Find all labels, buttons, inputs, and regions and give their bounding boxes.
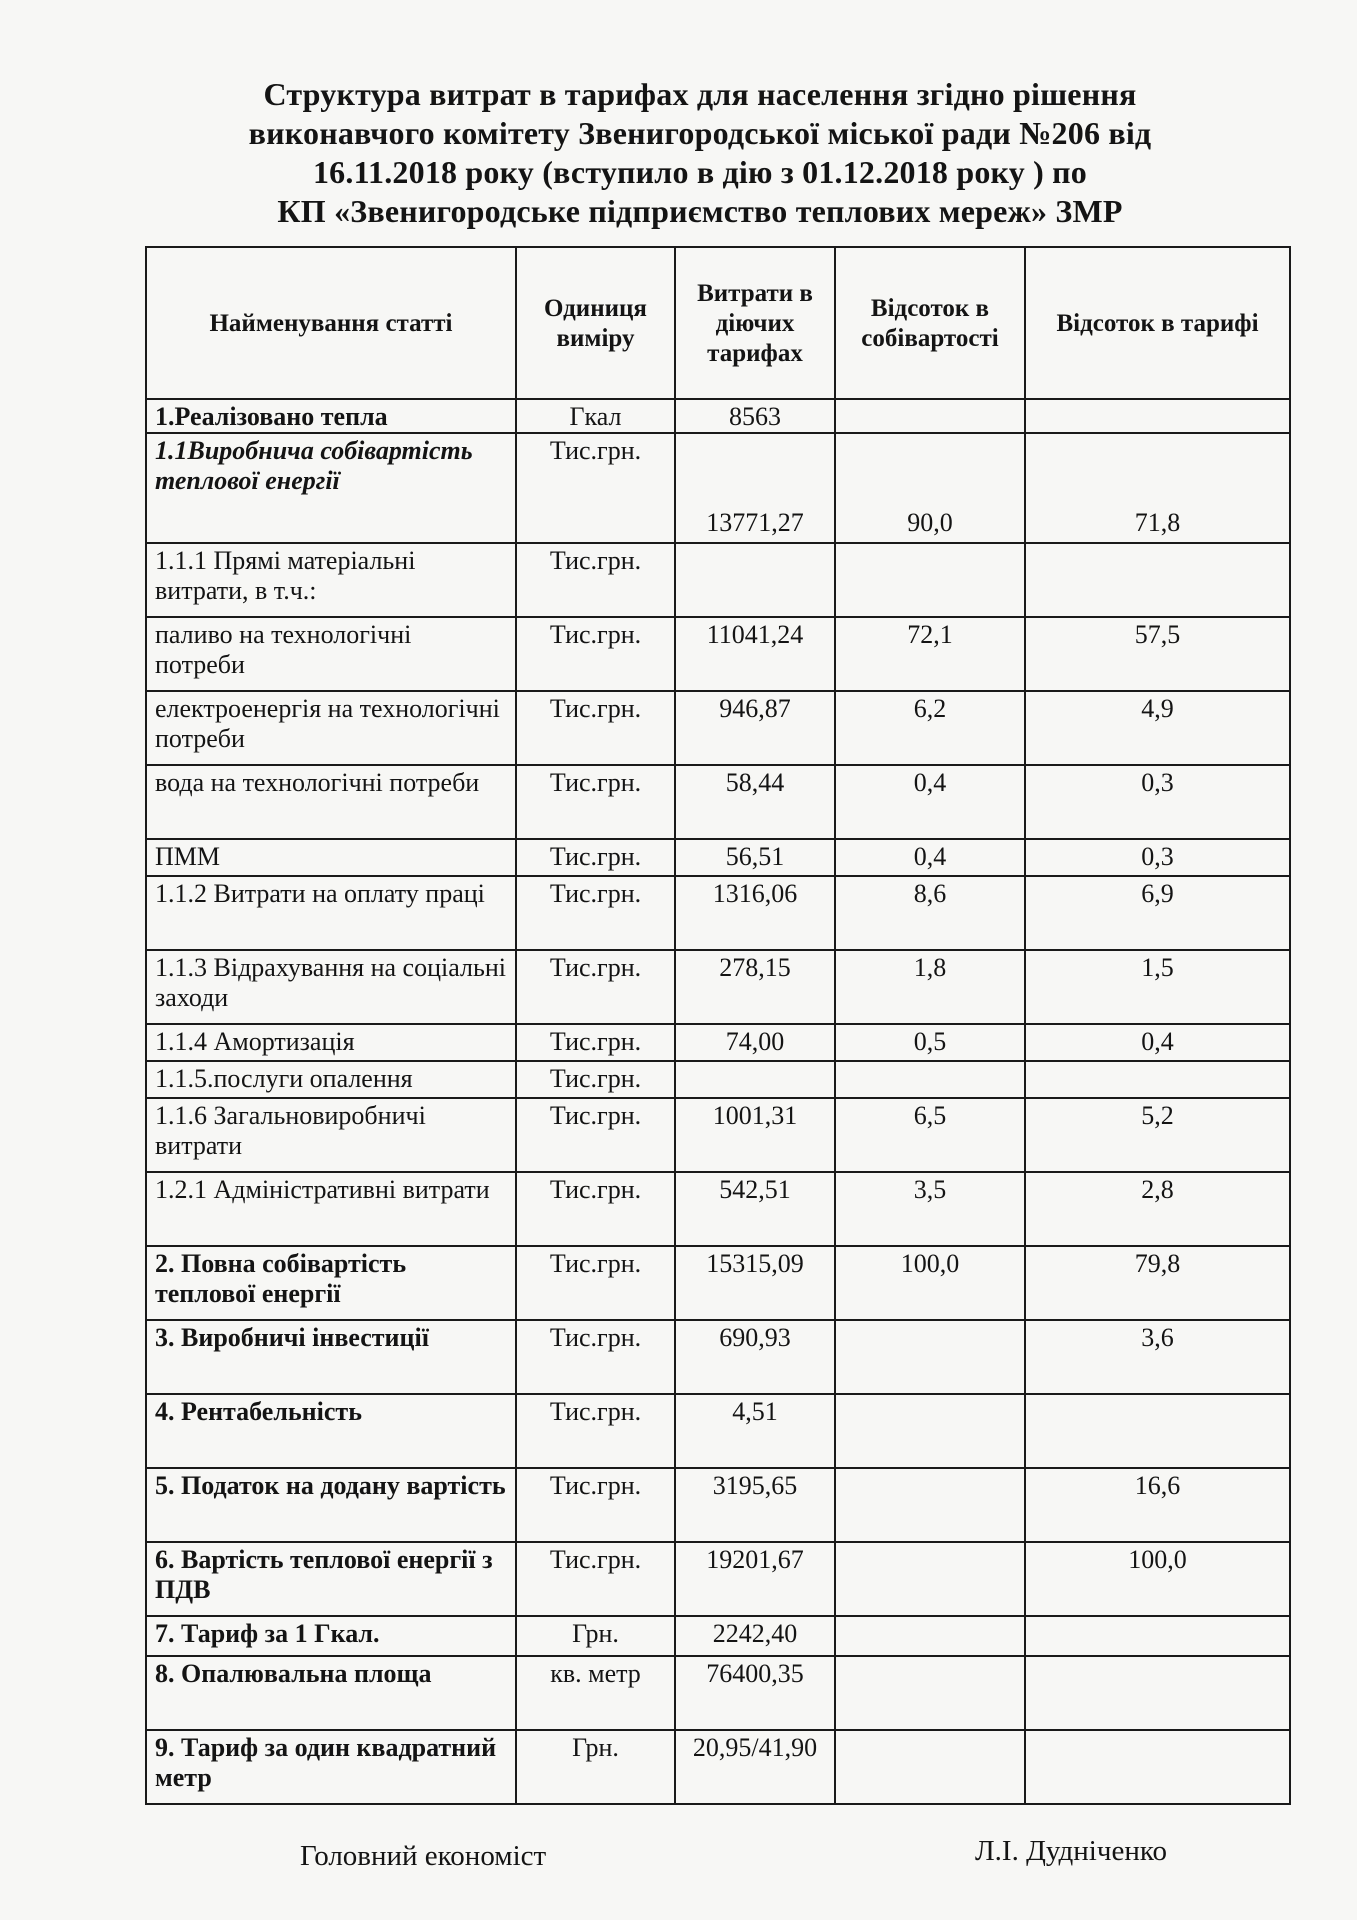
cell-unit: Тис.грн. — [516, 950, 675, 1024]
cell-name: 2. Повна собівартість теплової енергії — [146, 1246, 516, 1320]
table-row — [146, 1542, 1290, 1616]
table-row — [146, 765, 1290, 839]
cell-pct-tariff: 5,2 — [1025, 1098, 1290, 1172]
cell-unit: Тис.грн. — [516, 433, 675, 543]
cell-pct-tariff — [1025, 1616, 1290, 1656]
cell-pct-cost — [835, 1730, 1025, 1804]
cell-pct-cost — [835, 1061, 1025, 1098]
table-row — [146, 617, 1290, 691]
cell-name: 1.1.1 Прямі матеріальні витрати, в т.ч.: — [146, 543, 516, 617]
cell-cost: 58,44 — [675, 765, 835, 839]
cell-pct-cost: 0,4 — [835, 839, 1025, 876]
document-title — [150, 75, 1250, 231]
cell-pct-cost — [835, 1616, 1025, 1656]
cell-cost — [675, 543, 835, 617]
cell-cost: 20,95/41,90 — [675, 1730, 835, 1804]
cell-name: 1.1.4 Амортизація — [146, 1024, 516, 1061]
header-pct-cost: Відсоток в собівартості — [835, 247, 1025, 399]
cell-pct-tariff: 71,8 — [1025, 433, 1290, 543]
cell-name: 1.Реалізовано тепла — [146, 399, 516, 433]
table-row — [146, 543, 1290, 617]
cell-pct-cost — [835, 1542, 1025, 1616]
cell-name: 4. Рентабельність — [146, 1394, 516, 1468]
table-row — [146, 1172, 1290, 1246]
cell-pct-tariff: 1,5 — [1025, 950, 1290, 1024]
table-row — [146, 950, 1290, 1024]
cell-unit: Тис.грн. — [516, 1246, 675, 1320]
cell-unit: Грн. — [516, 1616, 675, 1656]
cell-unit: Тис.грн. — [516, 876, 675, 950]
cell-name: 3. Виробничі інвестиції — [146, 1320, 516, 1394]
cell-pct-tariff: 16,6 — [1025, 1468, 1290, 1542]
cell-pct-tariff: 3,6 — [1025, 1320, 1290, 1394]
cell-name: 1.1Виробнича собівартість теплової енергії — [146, 433, 516, 543]
cell-pct-tariff: 2,8 — [1025, 1172, 1290, 1246]
cell-pct-tariff: 0,4 — [1025, 1024, 1290, 1061]
cell-name: електроенергія на технологічні потреби — [146, 691, 516, 765]
cell-unit: Тис.грн. — [516, 1468, 675, 1542]
cell-pct-tariff — [1025, 1730, 1290, 1804]
cell-cost: 15315,09 — [675, 1246, 835, 1320]
title-line-2: виконавчого комітету Звенигородської міської ради №206 від — [248, 115, 1152, 151]
signatory-name: Л.І. Дудніченко — [975, 1835, 1167, 1867]
cell-cost: 278,15 — [675, 950, 835, 1024]
cell-pct-tariff — [1025, 399, 1290, 433]
cell-pct-cost: 0,4 — [835, 765, 1025, 839]
cell-pct-tariff: 79,8 — [1025, 1246, 1290, 1320]
cell-pct-cost — [835, 1468, 1025, 1542]
cell-pct-tariff: 4,9 — [1025, 691, 1290, 765]
header-pct-tariff: Відсоток в тарифі — [1025, 247, 1290, 399]
cell-name: 1.1.6 Загальновиробничі витрати — [146, 1098, 516, 1172]
cell-name: 7. Тариф за 1 Гкал. — [146, 1616, 516, 1656]
cell-pct-tariff: 57,5 — [1025, 617, 1290, 691]
cell-cost: 690,93 — [675, 1320, 835, 1394]
cell-cost: 74,00 — [675, 1024, 835, 1061]
cell-cost: 1001,31 — [675, 1098, 835, 1172]
cell-pct-cost: 100,0 — [835, 1246, 1025, 1320]
cell-pct-cost: 1,8 — [835, 950, 1025, 1024]
cell-name: паливо на технологічні потреби — [146, 617, 516, 691]
cell-unit: Тис.грн. — [516, 543, 675, 617]
cell-pct-cost — [835, 1320, 1025, 1394]
table-row — [146, 1098, 1290, 1172]
cell-unit: Тис.грн. — [516, 617, 675, 691]
cell-name: ПММ — [146, 839, 516, 876]
cell-name: 1.1.2 Витрати на оплату праці — [146, 876, 516, 950]
cell-unit: Гкал — [516, 399, 675, 433]
table-row — [146, 433, 1290, 543]
cell-pct-cost — [835, 1394, 1025, 1468]
cell-unit: Грн. — [516, 1730, 675, 1804]
cell-pct-tariff — [1025, 1061, 1290, 1098]
cell-cost: 1316,06 — [675, 876, 835, 950]
table-row — [146, 1394, 1290, 1468]
cell-name: 1.2.1 Адміністративні витрати — [146, 1172, 516, 1246]
cell-pct-tariff: 0,3 — [1025, 839, 1290, 876]
cell-name: 1.1.5.послуги опалення — [146, 1061, 516, 1098]
cell-unit: Тис.грн. — [516, 691, 675, 765]
table-row — [146, 1468, 1290, 1542]
cell-pct-cost: 90,0 — [835, 433, 1025, 543]
cell-cost: 3195,65 — [675, 1468, 835, 1542]
cell-unit: Тис.грн. — [516, 1394, 675, 1468]
cell-unit: Тис.грн. — [516, 1061, 675, 1098]
cell-unit: Тис.грн. — [516, 765, 675, 839]
header-cost: Витрати в діючих тарифах — [675, 247, 835, 399]
title-line-3: 16.11.2018 року (вступило в дію з 01.12.2018 року ) по — [312, 154, 1088, 190]
cell-cost: 19201,67 — [675, 1542, 835, 1616]
cell-pct-cost: 6,5 — [835, 1098, 1025, 1172]
table-row — [146, 1730, 1290, 1804]
cell-cost: 946,87 — [675, 691, 835, 765]
cell-pct-cost — [835, 543, 1025, 617]
cell-pct-cost: 8,6 — [835, 876, 1025, 950]
cell-pct-tariff — [1025, 543, 1290, 617]
cell-cost: 542,51 — [675, 1172, 835, 1246]
cell-pct-cost — [835, 1656, 1025, 1730]
cell-pct-cost: 6,2 — [835, 691, 1025, 765]
title-line-1: Структура витрат в тарифах для населення згідно рішення — [263, 76, 1137, 112]
cell-name: вода на технологічні потреби — [146, 765, 516, 839]
table-row — [146, 1246, 1290, 1320]
table-row — [146, 876, 1290, 950]
cell-cost: 76400,35 — [675, 1656, 835, 1730]
cell-cost: 2242,40 — [675, 1616, 835, 1656]
cell-unit: Тис.грн. — [516, 1024, 675, 1061]
cell-name: 1.1.3 Відрахування на соціальні заходи — [146, 950, 516, 1024]
cell-pct-cost: 72,1 — [835, 617, 1025, 691]
table-row — [146, 839, 1290, 876]
table-row — [146, 691, 1290, 765]
cell-pct-cost: 3,5 — [835, 1172, 1025, 1246]
cell-unit: Тис.грн. — [516, 839, 675, 876]
title-line-4: КП «Звенигородське підприємство теплових мереж» ЗМР — [277, 193, 1123, 229]
cell-pct-tariff — [1025, 1656, 1290, 1730]
table-row — [146, 1616, 1290, 1656]
cell-cost: 13771,27 — [675, 433, 835, 543]
cell-cost: 4,51 — [675, 1394, 835, 1468]
cell-pct-tariff — [1025, 1394, 1290, 1468]
cell-name: 6. Вартість теплової енергії з ПДВ — [146, 1542, 516, 1616]
table-row — [146, 399, 1290, 433]
cell-cost — [675, 1061, 835, 1098]
table-row — [146, 1024, 1290, 1061]
cell-name: 8. Опалювальна площа — [146, 1656, 516, 1730]
cell-pct-cost: 0,5 — [835, 1024, 1025, 1061]
signatory-position: Головний економіст — [300, 1840, 547, 1872]
header-name: Найменування статті — [146, 247, 516, 399]
cell-pct-cost — [835, 399, 1025, 433]
cell-name: 9. Тариф за один квадратний метр — [146, 1730, 516, 1804]
table-row — [146, 1656, 1290, 1730]
cell-unit: Тис.грн. — [516, 1172, 675, 1246]
cell-cost: 56,51 — [675, 839, 835, 876]
cell-pct-tariff: 100,0 — [1025, 1542, 1290, 1616]
table-header-row — [146, 247, 1290, 399]
cell-pct-tariff: 0,3 — [1025, 765, 1290, 839]
cell-unit: Тис.грн. — [516, 1320, 675, 1394]
cell-cost: 11041,24 — [675, 617, 835, 691]
cost-structure-table — [145, 246, 1291, 1805]
cell-pct-tariff: 6,9 — [1025, 876, 1290, 950]
cell-name: 5. Податок на додану вартість — [146, 1468, 516, 1542]
cell-unit: кв. метр — [516, 1656, 675, 1730]
table-row — [146, 1320, 1290, 1394]
cell-cost: 8563 — [675, 399, 835, 433]
cell-unit: Тис.грн. — [516, 1098, 675, 1172]
cell-unit: Тис.грн. — [516, 1542, 675, 1616]
header-unit: Одиниця виміру — [516, 247, 675, 399]
table-row — [146, 1061, 1290, 1098]
